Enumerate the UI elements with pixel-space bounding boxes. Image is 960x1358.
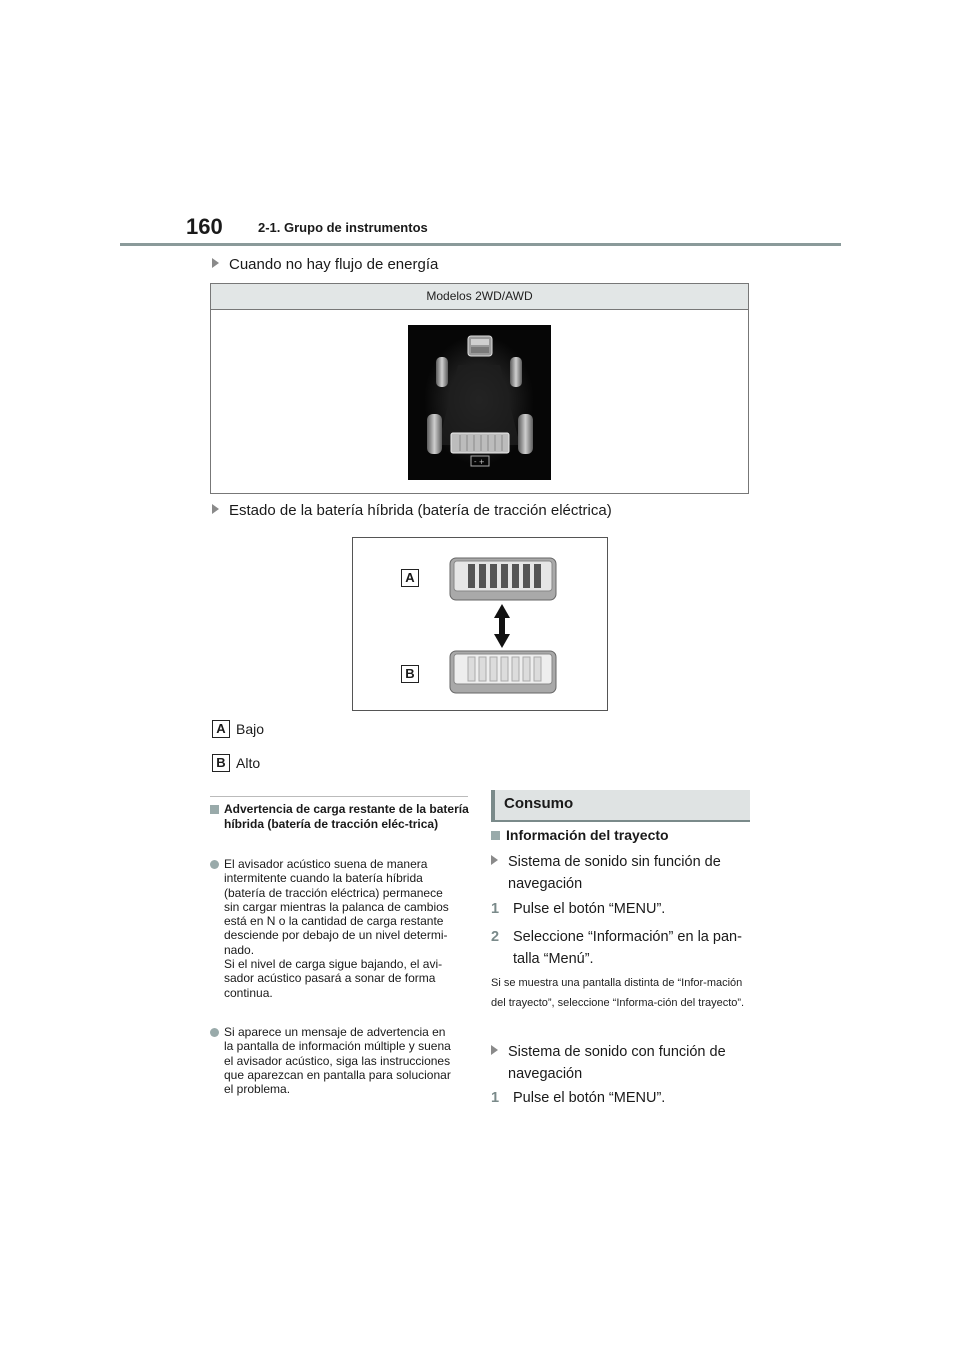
rear-left-tire-icon bbox=[427, 414, 442, 454]
triangle-bullet-icon bbox=[491, 855, 498, 865]
with-nav-row bbox=[491, 1041, 741, 1085]
triangle-bullet-icon bbox=[212, 258, 219, 268]
legend-tag-a: A bbox=[212, 720, 230, 738]
without-nav-text: Sistema de sonido sin función de navegación bbox=[508, 854, 721, 892]
note-paragraph-1-text: El avisador acústico suena de manera intermitente cuando la batería híbrida (batería de tracción eléctrica) permanece sin cargar mientras la palanca de cambios está en N o la cantidad de carga restante desciende por debajo de un nivel determi- nado. Si el nivel de carga sigue bajando, el avi- sador acústico pasará a sonar de forma continua. bbox=[224, 857, 449, 1000]
trip-info-heading-text: Información del trayecto bbox=[506, 827, 669, 843]
step-1-number: 1 bbox=[491, 901, 500, 917]
tag-b: B bbox=[401, 665, 419, 683]
double-arrow-icon bbox=[494, 604, 510, 648]
engine-top-shape bbox=[471, 339, 489, 345]
battery-state-graphic bbox=[353, 538, 609, 712]
trip-info-note: Si se muestra una pantalla distinta de “Infor-mación del trayecto”, seleccione “Informa-ción del trayecto”. bbox=[491, 977, 745, 1009]
triangle-bullet-icon bbox=[212, 504, 219, 514]
energy-monitor-graphic bbox=[408, 325, 551, 480]
engine-bottom-shape bbox=[471, 347, 489, 353]
legend-label-a: Bajo bbox=[236, 721, 265, 737]
consumo-heading-box bbox=[491, 790, 750, 822]
trip-info-heading bbox=[491, 827, 669, 843]
legend-item-a bbox=[212, 720, 264, 738]
step-1b-number: 1 bbox=[491, 1090, 500, 1106]
legend-tag-b: B bbox=[212, 754, 230, 772]
step-2-text-line-1: Seleccione “Información” en la pan- bbox=[513, 929, 742, 945]
section-title: 2-1. Grupo de instrumentos bbox=[258, 220, 428, 235]
square-bullet-icon bbox=[210, 805, 219, 814]
consumo-accent-bar bbox=[491, 790, 495, 820]
battery-high-icon bbox=[450, 651, 556, 693]
circle-bullet-icon bbox=[210, 1028, 219, 1037]
front-right-tire-icon bbox=[510, 357, 522, 387]
note-heading bbox=[210, 802, 472, 831]
step-2-row bbox=[491, 926, 742, 948]
header-divider bbox=[120, 243, 841, 246]
step-1-row bbox=[491, 898, 665, 920]
page-number: 160 bbox=[186, 214, 223, 239]
figure1-caption: Cuando no hay flujo de energía bbox=[229, 256, 439, 273]
circle-bullet-icon bbox=[210, 860, 219, 869]
legend-item-b bbox=[212, 754, 260, 772]
svg-text:- +: - + bbox=[474, 458, 485, 466]
note-heading-text: Advertencia de carga restante de la batería híbrida (batería de tracción eléc-trica) bbox=[224, 802, 469, 831]
step-2-number: 2 bbox=[491, 929, 500, 945]
front-left-tire-icon bbox=[436, 357, 448, 387]
with-nav-text: Sistema de sonido con función de navegación bbox=[508, 1044, 726, 1082]
rear-right-tire-icon bbox=[518, 414, 533, 454]
step-2-text-line-2: talla “Menú”. bbox=[513, 951, 594, 967]
energy-monitor-screen bbox=[408, 325, 551, 480]
square-bullet-icon bbox=[491, 831, 500, 840]
note-paragraph-2-text: Si aparece un mensaje de advertencia en la pantalla de información múltiple y suena el avisador acústico, siga las instrucciones que aparezcan en pantalla para solucionar el problema. bbox=[224, 1025, 451, 1097]
legend-label-b: Alto bbox=[236, 755, 261, 771]
note-paragraph-1 bbox=[210, 857, 472, 1000]
figure1-caption-row bbox=[212, 256, 438, 273]
tag-a: A bbox=[401, 569, 419, 587]
triangle-bullet-icon bbox=[491, 1045, 498, 1055]
energy-flow-figure bbox=[210, 283, 749, 494]
notes-divider bbox=[210, 796, 468, 797]
battery-low-icon bbox=[450, 558, 556, 600]
battery-state-figure bbox=[352, 537, 608, 711]
figure2-caption-row bbox=[212, 502, 612, 519]
note-paragraph-2 bbox=[210, 1025, 472, 1096]
figure1-header: Modelos 2WD/AWD bbox=[211, 284, 748, 310]
consumo-title: Consumo bbox=[504, 795, 574, 812]
step-2-row-continued bbox=[513, 948, 594, 970]
step-1-text: Pulse el botón “MENU”. bbox=[513, 901, 666, 917]
without-nav-row bbox=[491, 851, 741, 895]
figure2-caption: Estado de la batería híbrida (batería de tracción eléctrica) bbox=[229, 502, 612, 519]
step-1b-text: Pulse el botón “MENU”. bbox=[513, 1090, 666, 1106]
step-1b-row bbox=[491, 1087, 665, 1109]
